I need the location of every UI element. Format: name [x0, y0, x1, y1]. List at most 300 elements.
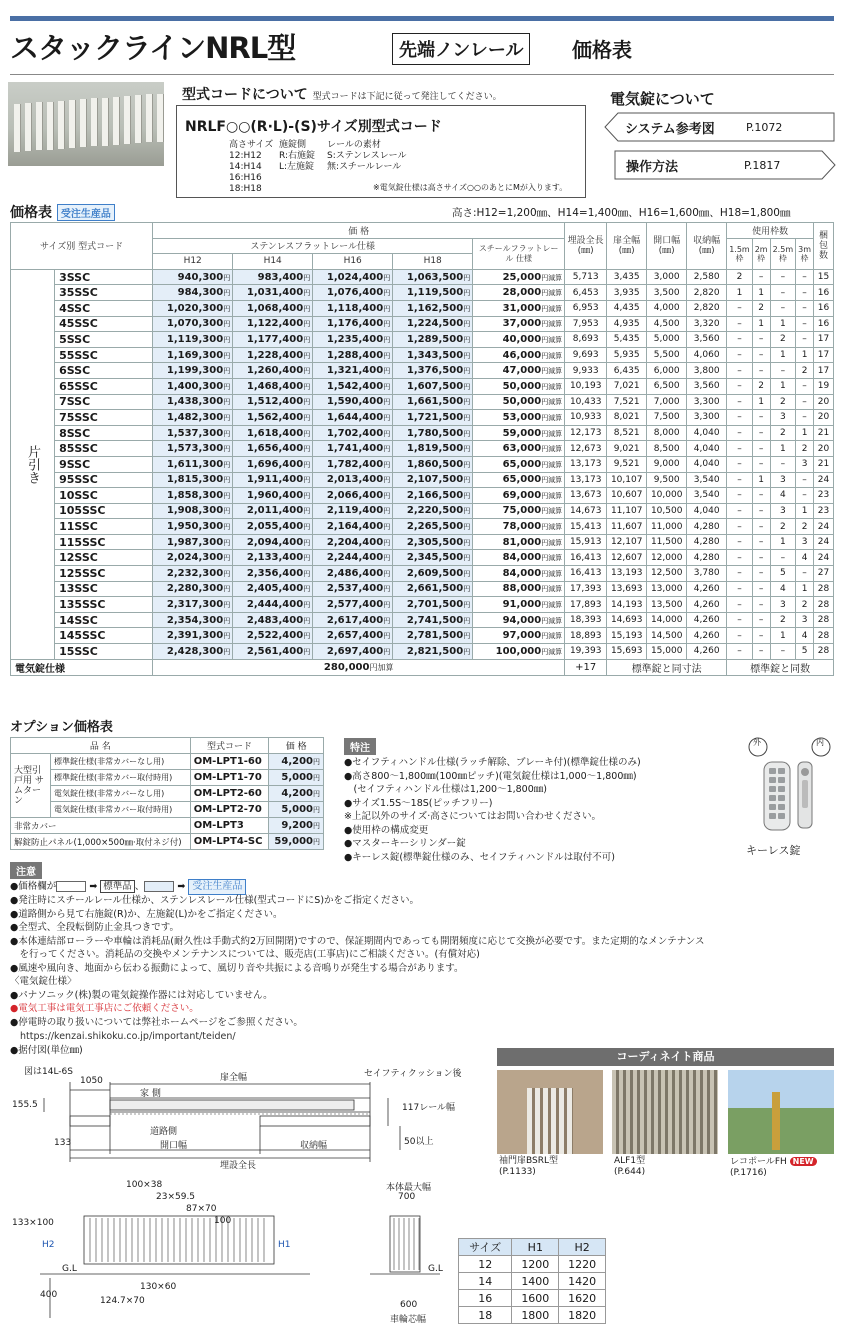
op-link[interactable]: 操作方法	[626, 160, 679, 175]
spec-cell: 3,800	[687, 363, 727, 379]
spec-cell: –	[752, 644, 770, 660]
plan-drawing	[10, 1062, 490, 1170]
spec-cell: 3	[770, 503, 796, 519]
spec-cell: 3	[770, 410, 796, 426]
spec-cell: 12,673	[565, 441, 607, 457]
spec-cell: 9,021	[607, 441, 647, 457]
spec-cell: 17	[814, 347, 834, 363]
spec-cell: 12,607	[607, 550, 647, 566]
caution-blackout: ●停電時の取り扱いについては弊社ホームページをご参照ください。	[10, 1017, 303, 1028]
spec-cell: 12,000	[647, 550, 687, 566]
th-stainless: ステンレスフラットレール仕様	[153, 238, 473, 254]
price-cell: 2,280,300円	[153, 581, 233, 597]
spec-cell: –	[752, 410, 770, 426]
spec-cell: 2	[796, 597, 814, 613]
spec-cell: 15,913	[565, 534, 607, 550]
spec-cell: 28	[814, 628, 834, 644]
options-heading: オプション価格表	[10, 720, 113, 735]
price-cell: 1,289,500円	[393, 332, 473, 348]
spec-cell: 14,693	[607, 612, 647, 628]
spec-cell: 16,413	[565, 550, 607, 566]
gl-right: G.L	[428, 1264, 443, 1274]
spec-cell: –	[752, 550, 770, 566]
code-item: 無:スチールレール	[327, 162, 402, 172]
price-cell: 1,260,400円	[233, 363, 313, 379]
code-box	[176, 105, 586, 198]
options-group: 大型引戸用 サムターン	[11, 754, 51, 818]
spec-cell: 19	[814, 378, 834, 394]
spec-cell: 4,260	[687, 597, 727, 613]
spec-cell: 2	[796, 363, 814, 379]
spec-cell: 5,000	[647, 332, 687, 348]
spec-cell: 9,521	[607, 456, 647, 472]
model-code: 85SSC	[55, 441, 153, 457]
code-item: 16:H16	[229, 173, 262, 183]
feature-line: ●セイフティハンドル仕様(ラッチ解除、ブレーキ付)(標準錠仕様のみ)	[344, 757, 641, 768]
price-cell: 1,199,300円	[153, 363, 233, 379]
spec-cell: –	[727, 316, 753, 332]
th-umekomi: 埋設全長 (㎜)	[565, 223, 607, 270]
price-cell: 1,542,400円	[313, 378, 393, 394]
coord-image-3	[728, 1070, 834, 1154]
options-row	[11, 802, 324, 818]
price-cell: 1,400,300円	[153, 378, 233, 394]
option-name: 電気錠仕様(非常カバー取付時用)	[51, 802, 191, 818]
spec-cell: 19,393	[565, 644, 607, 660]
elec-row	[11, 659, 834, 675]
price-cell: 1,696,400円	[233, 456, 313, 472]
photo-bar	[91, 98, 98, 146]
spec-cell: 3,300	[687, 394, 727, 410]
rail-width: 117レール幅	[402, 1103, 456, 1113]
sys-link[interactable]: システム参考図	[625, 122, 715, 137]
spec-cell: 14,000	[647, 612, 687, 628]
price-cell: 1,119,300円	[153, 332, 233, 348]
price-cell: 2,133,400円	[233, 550, 313, 566]
title-suffix: 価格表	[572, 38, 632, 62]
feature-line: ●キーレス錠(標準錠仕様のみ、セイフティハンドルは取付不可)	[344, 851, 615, 863]
spec-cell: –	[770, 644, 796, 660]
spec-cell: 7,021	[607, 378, 647, 394]
spec-cell: –	[727, 581, 753, 597]
model-code: 6SSC	[55, 363, 153, 379]
spec-cell: 24	[814, 472, 834, 488]
spec-cell: 14,193	[607, 597, 647, 613]
price-cell: 1,122,400円	[233, 316, 313, 332]
table-row	[11, 441, 834, 457]
steel-cell: 65,000円減算	[473, 456, 565, 472]
spec-cell: –	[752, 566, 770, 582]
options-row	[11, 818, 324, 834]
model-code: 95SSC	[55, 472, 153, 488]
steel-cell: 50,000円減算	[473, 378, 565, 394]
spec-cell: 4	[770, 581, 796, 597]
price-cell: 1,376,500円	[393, 363, 473, 379]
th-waku: 使用枠数	[727, 223, 814, 239]
spec-cell: 1	[727, 285, 753, 301]
spec-cell: 17	[814, 363, 834, 379]
model-code: 10SSC	[55, 488, 153, 504]
spec-cell: –	[752, 488, 770, 504]
model-code: 35SSC	[55, 285, 153, 301]
spec-cell: 10,500	[647, 503, 687, 519]
price-cell: 2,537,400円	[313, 581, 393, 597]
spec-cell: 3,000	[647, 269, 687, 285]
option-name: 解錠防止パネル(1,000×500㎜·取付ネジ付)	[11, 834, 191, 850]
price-cell: 2,013,400円	[313, 472, 393, 488]
model-code: 3SSC	[55, 269, 153, 285]
keypad-key	[778, 804, 785, 810]
price-cell: 2,617,400円	[313, 612, 393, 628]
spec-cell: 4,260	[687, 644, 727, 660]
spec-cell: –	[727, 534, 753, 550]
spec-cell: 23	[814, 503, 834, 519]
spec-cell: 1	[796, 425, 814, 441]
table-row	[11, 628, 834, 644]
caution-line: ●本体連結部ローラーや車輪は消耗品(耐久性は手動式約2万回開閉)ですので、保証期間内であっても開閉頻度に応じて交換が必要です。また定期的なメンテナンス	[10, 935, 705, 947]
model-code: 65SSC	[55, 378, 153, 394]
spec-cell: 2	[770, 332, 796, 348]
spec-cell: –	[770, 300, 796, 316]
price-cell: 1,656,400円	[233, 441, 313, 457]
spec-cell: 4,040	[687, 503, 727, 519]
spec-cell: –	[796, 285, 814, 301]
spec-cell: –	[727, 363, 753, 379]
spec-cell: –	[727, 566, 753, 582]
spec-cell: 23	[814, 488, 834, 504]
spec-cell: 10,193	[565, 378, 607, 394]
size-th: H1	[512, 1239, 559, 1256]
model-code: 14SSC	[55, 612, 153, 628]
price-cell: 1,162,500円	[393, 300, 473, 316]
spec-cell: –	[752, 612, 770, 628]
spec-cell: –	[752, 581, 770, 597]
elec-same-size: 標準錠と同寸法	[607, 659, 727, 675]
spec-cell: 18,393	[565, 612, 607, 628]
special-label: 特注	[344, 738, 376, 755]
spec-cell: –	[727, 425, 753, 441]
code-item: 12:H12	[229, 151, 262, 161]
price-cell: 1,068,400円	[233, 300, 313, 316]
steel-cell: 28,000円減算	[473, 285, 565, 301]
model-code: 4SSC	[55, 300, 153, 316]
feature-line: ●サイズ1.5S〜18S(ピッチフリー)	[344, 797, 493, 809]
spec-cell: 4,040	[687, 441, 727, 457]
price-cell: 2,265,500円	[393, 519, 473, 535]
th-shuno: 収納幅 (㎜)	[687, 223, 727, 270]
option-price: 4,200円	[269, 786, 324, 802]
options-row	[11, 770, 324, 786]
price-cell: 2,483,400円	[233, 612, 313, 628]
price-cell: 1,438,300円	[153, 394, 233, 410]
spec-cell: 4	[796, 628, 814, 644]
spec-cell: 1	[752, 394, 770, 410]
price-cell: 2,345,500円	[393, 550, 473, 566]
spec-cell: 6,000	[647, 363, 687, 379]
price-cell: 2,661,500円	[393, 581, 473, 597]
spec-cell: –	[752, 628, 770, 644]
product-photo	[8, 82, 164, 166]
features-list	[344, 756, 641, 864]
heights-note: 高さ:H12=1,200㎜、H14=1,400㎜、H16=1,600㎜、H18=1,800㎜	[452, 207, 791, 219]
price-cell: 983,400円	[233, 269, 313, 285]
price-cell: 1,741,400円	[313, 441, 393, 457]
spec-cell: 3,560	[687, 378, 727, 394]
model-code: 105SSC	[55, 503, 153, 519]
option-name: 標準錠仕様(非常カバーなし用)	[51, 754, 191, 770]
spec-cell: –	[770, 363, 796, 379]
table-row	[11, 472, 834, 488]
steel-cell: 69,000円減算	[473, 488, 565, 504]
table-row	[11, 269, 834, 285]
sys-page: P.1072	[746, 121, 783, 134]
size-cell: 1420	[559, 1273, 606, 1290]
price-cell: 1,468,400円	[233, 378, 313, 394]
divider	[10, 74, 834, 75]
price-cell: 1,177,400円	[233, 332, 313, 348]
spec-cell: –	[752, 597, 770, 613]
spec-cell: 18,893	[565, 628, 607, 644]
spec-cell: 4,280	[687, 534, 727, 550]
th-h16: H16	[313, 254, 393, 270]
dim-100: 100	[214, 1216, 232, 1226]
option-name: 電気錠仕様(非常カバーなし用)	[51, 786, 191, 802]
spec-cell: 12,500	[647, 566, 687, 582]
photo-bar	[69, 100, 76, 148]
price-cell: 1,512,400円	[233, 394, 313, 410]
spec-cell: 28	[814, 612, 834, 628]
spec-cell: 6,500	[647, 378, 687, 394]
spec-cell: 13,173	[565, 472, 607, 488]
coord-caption-1: 袖門扉BSRL型 (P.1133)	[499, 1156, 558, 1177]
spec-cell: 2,580	[687, 269, 727, 285]
dim-400: 400	[40, 1290, 58, 1300]
model-code: 135SSC	[55, 597, 153, 613]
dim-23x59: 23×59.5	[156, 1192, 196, 1202]
spec-cell: –	[770, 550, 796, 566]
th-h14: H14	[233, 254, 313, 270]
price-cell: 2,166,500円	[393, 488, 473, 504]
steel-cell: 59,000円減算	[473, 425, 565, 441]
spec-cell: 4,260	[687, 612, 727, 628]
spec-cell: 3	[796, 534, 814, 550]
spec-cell: 5,713	[565, 269, 607, 285]
keypad-key	[778, 813, 785, 819]
price-cell: 2,577,400円	[313, 597, 393, 613]
spec-cell: 15,413	[565, 519, 607, 535]
spec-cell: 10,607	[607, 488, 647, 504]
spec-cell: 3,540	[687, 472, 727, 488]
keyless-lock-illustration	[744, 734, 834, 838]
spec-cell: 4,060	[687, 347, 727, 363]
table-row	[11, 410, 834, 426]
spec-cell: 1	[752, 285, 770, 301]
option-price: 59,000円	[269, 834, 324, 850]
spec-cell: –	[727, 488, 753, 504]
spec-cell: 10,000	[647, 488, 687, 504]
steel-cell: 46,000円減算	[473, 347, 565, 363]
dim-100x38: 100×38	[126, 1180, 163, 1190]
spec-cell: 14,500	[647, 628, 687, 644]
coordinate-heading: コーディネイト商品	[497, 1048, 834, 1066]
price-cell: 1,024,400円	[313, 269, 393, 285]
steel-cell: 25,000円減算	[473, 269, 565, 285]
spec-cell: 28	[814, 644, 834, 660]
spec-cell: 1	[770, 534, 796, 550]
price-cell: 1,858,300円	[153, 488, 233, 504]
spec-cell: 1	[770, 628, 796, 644]
spec-cell: 13,173	[565, 456, 607, 472]
price-cell: 1,562,400円	[233, 410, 313, 426]
spec-cell: 15	[814, 269, 834, 285]
option-price: 9,200円	[269, 818, 324, 834]
steel-cell: 31,000円減算	[473, 300, 565, 316]
price-cell: 1,288,400円	[313, 347, 393, 363]
options-row	[11, 834, 324, 850]
spec-cell: 1	[752, 472, 770, 488]
price-cell: 1,819,500円	[393, 441, 473, 457]
th-h18: H18	[393, 254, 473, 270]
caution-line: ●全型式、全段転倒防止金具つきです。	[10, 922, 180, 933]
code-item: 18:H18	[229, 184, 262, 194]
spec-cell: –	[727, 519, 753, 535]
new-badge: NEW	[790, 1157, 817, 1166]
spec-cell: –	[752, 534, 770, 550]
feature-line: (セイフティハンドル仕様は1,200〜1,800㎜)	[344, 784, 547, 795]
spec-cell: 8,021	[607, 410, 647, 426]
spec-cell: 28	[814, 581, 834, 597]
code-format: NRLF○○(R·L)-(S)サイズ別型式コード	[185, 119, 442, 135]
price-cell: 2,428,300円	[153, 644, 233, 660]
spec-cell: –	[727, 300, 753, 316]
steel-cell: 53,000円減算	[473, 410, 565, 426]
steel-cell: 94,000円減算	[473, 612, 565, 628]
spec-cell: 20	[814, 441, 834, 457]
spec-cell: –	[796, 472, 814, 488]
spec-cell: 4,040	[687, 425, 727, 441]
steel-cell: 81,000円減算	[473, 534, 565, 550]
table-row	[11, 285, 834, 301]
size-cell: 1400	[512, 1273, 559, 1290]
spec-cell: 13,673	[565, 488, 607, 504]
spec-cell: 13,500	[647, 597, 687, 613]
price-cell: 1,661,500円	[393, 394, 473, 410]
price-cell: 1,590,400円	[313, 394, 393, 410]
price-cell: 1,782,400円	[313, 456, 393, 472]
model-code: 9SSC	[55, 456, 153, 472]
photo-bar	[36, 102, 43, 150]
spec-cell: 9,693	[565, 347, 607, 363]
price-cell: 1,960,400円	[233, 488, 313, 504]
option-name: 非常カバー	[11, 818, 191, 834]
price-cell: 1,482,300円	[153, 410, 233, 426]
spec-cell: –	[752, 441, 770, 457]
spec-cell: 8,000	[647, 425, 687, 441]
table-row	[11, 394, 834, 410]
spec-cell: 10,107	[607, 472, 647, 488]
spec-cell: 16,413	[565, 566, 607, 582]
price-cell: 1,537,300円	[153, 425, 233, 441]
model-code: 5SSC	[55, 332, 153, 348]
spec-cell: –	[752, 363, 770, 379]
elec-heading: 電気錠について	[610, 90, 715, 108]
spec-cell: 11,607	[607, 519, 647, 535]
spec-cell: –	[752, 269, 770, 285]
size-row	[459, 1256, 606, 1273]
spec-cell: –	[727, 503, 753, 519]
caution-url[interactable]: https://kenzai.shikoku.co.jp/important/teiden/	[20, 1031, 236, 1042]
spec-cell: 10,933	[565, 410, 607, 426]
model-code: 15SSC	[55, 644, 153, 660]
spec-cell: 3	[770, 597, 796, 613]
steel-cell: 47,000円減算	[473, 363, 565, 379]
rail-material-list: レールの素材 S:ステンレスレール 無:スチールレール	[327, 140, 407, 172]
spec-cell: 13,000	[647, 581, 687, 597]
caution-red: ●電気工事は電気工事店にご依頼ください。	[10, 1003, 199, 1014]
price-cell: 2,354,300円	[153, 612, 233, 628]
spec-cell: 11,107	[607, 503, 647, 519]
house-side: 家 側	[140, 1089, 161, 1099]
spec-cell: –	[796, 566, 814, 582]
spec-cell: –	[727, 597, 753, 613]
table-row	[11, 581, 834, 597]
price-cell: 2,741,500円	[393, 612, 473, 628]
price-cell: 2,011,400円	[233, 503, 313, 519]
spec-cell: –	[752, 332, 770, 348]
spec-cell: –	[752, 347, 770, 363]
photo-bar	[157, 94, 164, 142]
spec-cell: 11,000	[647, 519, 687, 535]
spec-cell: –	[770, 285, 796, 301]
price-cell: 2,657,400円	[313, 628, 393, 644]
spec-cell: 3,500	[647, 285, 687, 301]
dim-133: 133	[54, 1138, 72, 1148]
outside-mark: 外	[753, 738, 761, 747]
spec-cell: 2	[752, 378, 770, 394]
dim-shuno: 収納幅	[300, 1141, 328, 1151]
option-code: OM-LPT1-60	[190, 754, 269, 770]
spec-cell: 3,780	[687, 566, 727, 582]
spec-cell: 3,540	[687, 488, 727, 504]
dim-umekomi: 埋設全長	[220, 1161, 257, 1171]
spec-cell: 3	[770, 472, 796, 488]
dim-130x60: 130×60	[140, 1282, 177, 1292]
price-cell: 1,169,300円	[153, 347, 233, 363]
spec-cell: 24	[814, 519, 834, 535]
options-row	[11, 754, 324, 770]
spec-cell: 16	[814, 316, 834, 332]
spec-cell: 20	[814, 394, 834, 410]
option-price: 5,000円	[269, 802, 324, 818]
made-to-order-badge: 受注生産品	[57, 204, 115, 221]
price-cell: 2,317,300円	[153, 597, 233, 613]
size-cell: 16	[459, 1290, 512, 1307]
spec-cell: –	[727, 378, 753, 394]
price-cell: 1,780,500円	[393, 425, 473, 441]
table-row	[11, 566, 834, 582]
photo-bar	[146, 94, 153, 142]
model-code: 55SSC	[55, 347, 153, 363]
price-cell: 1,020,300円	[153, 300, 233, 316]
model-code: 11SSC	[55, 519, 153, 535]
spec-cell: 3,935	[607, 285, 647, 301]
keypad-key	[769, 786, 776, 792]
spec-cell: 2	[770, 425, 796, 441]
th-w2: 2m 枠	[752, 238, 770, 269]
table-row	[11, 347, 834, 363]
spec-cell: –	[727, 472, 753, 488]
price-cell: 1,573,300円	[153, 441, 233, 457]
